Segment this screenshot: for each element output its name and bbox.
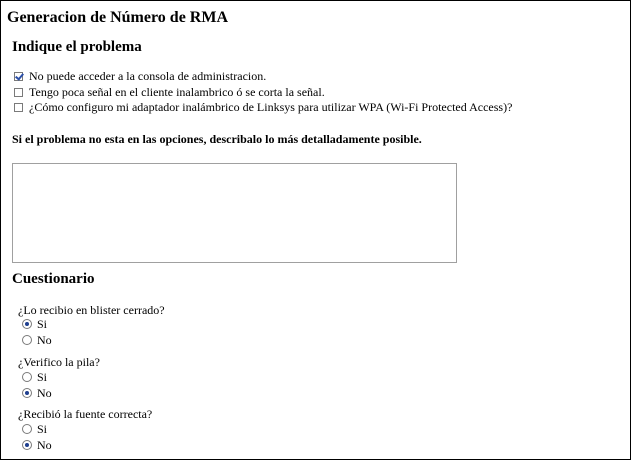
radio-option-blister-no[interactable] (22, 333, 52, 347)
description-hint: Si el problema no esta en las opciones, describalo lo más detalladamente posible. (12, 132, 422, 146)
radio-unselected-icon[interactable] (22, 424, 32, 434)
problem-option-label: ¿Cómo configuro mi adaptador inalámbrico de Linksys para utilizar WPA (Wi-Fi Protected Access)? (29, 99, 513, 114)
radio-option-fuente-si[interactable] (22, 422, 47, 436)
radio-option-pila-si[interactable] (22, 370, 47, 384)
problem-option-3[interactable] (14, 100, 512, 114)
problem-option-label: No puede acceder a la consola de administracion. (29, 68, 267, 83)
question-fuente: ¿Recibió la fuente correcta? (18, 407, 153, 421)
question-blister: ¿Lo recibio en blister cerrado? (18, 303, 165, 317)
radio-label: Si (37, 369, 48, 384)
radio-label: Si (37, 316, 48, 331)
radio-option-blister-si[interactable] (22, 317, 47, 331)
radio-label: No (37, 332, 52, 347)
problem-option-1[interactable] (14, 69, 266, 83)
radio-unselected-icon[interactable] (22, 335, 32, 345)
radio-selected-icon[interactable] (22, 440, 32, 450)
problem-option-2[interactable] (14, 85, 325, 99)
description-textarea[interactable] (12, 163, 457, 263)
question-pila: ¿Verifico la pila? (18, 355, 100, 369)
page-title: Generacion de Número de RMA (7, 9, 228, 26)
radio-option-fuente-no[interactable] (22, 438, 52, 452)
section-title-problem: Indique el problema (12, 39, 142, 55)
radio-unselected-icon[interactable] (22, 372, 32, 382)
radio-selected-icon[interactable] (22, 388, 32, 398)
checkbox-unchecked-icon[interactable] (14, 88, 23, 97)
radio-selected-icon[interactable] (22, 319, 32, 329)
checkbox-unchecked-icon[interactable] (14, 103, 23, 112)
radio-label: Si (37, 421, 48, 436)
radio-option-pila-no[interactable] (22, 386, 52, 400)
radio-label: No (37, 437, 52, 452)
problem-option-label: Tengo poca señal en el cliente inalambrico ó se corta la señal. (29, 84, 325, 99)
radio-label: No (37, 385, 52, 400)
section-title-questionnaire: Cuestionario (12, 271, 95, 287)
checkbox-checked-icon[interactable] (14, 72, 23, 81)
